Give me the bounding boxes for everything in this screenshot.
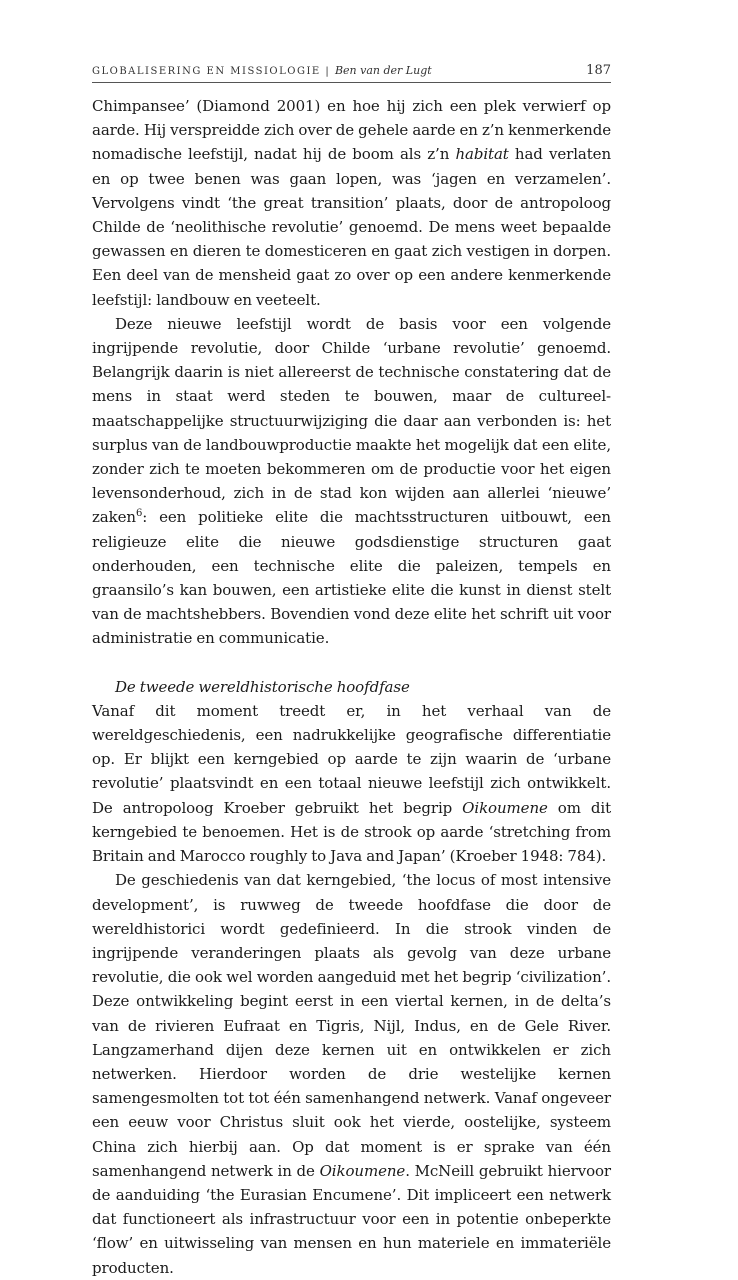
running-head-title: GLOBALISERING EN MISSIOLOGIE (92, 66, 321, 77)
paragraph-continued (92, 94, 611, 312)
footnote-marker: 6 (135, 508, 143, 520)
text-run: De geschiedenis van dat kerngebied, ‘the locus of most intensive development’, is ruwweg de tweede hoofdfase die door de wereldhistorici wordt gedefinieerd. In die strook vinden de ingrijpende veranderingen plaats als gevolg van deze urbane revolutie, die ook wel worden aangeduid met het begrip ‘civilization’. Deze ontwikkeling begint eerst in een viertal kernen, in de delta’s van de rivieren Eufraat en Tigris, Nijl, Indus, en de Gele River. Langzamerhand dijen deze kernen uit en ontwikkelen er zich netwerken. Hierdoor worden de drie westelijke kernen samengesmolten tot tot één samenhangend netwerk. Vanaf ongeveer een eeuw voor Christus sluit ook het vierde, oostelijke, systeem China zich hierbij aan. Op dat moment is er sprake van één samenhangend netwerk in de (92, 871, 611, 1180)
text-run: had verlaten en op twee benen was gaan lopen, was ‘jagen en verzamelen’. Vervolgens vindt ‘the great transition’ plaats, door de antropoloog Childe de ‘neolithische revolutie’ genoemd. De mens weet bepaalde gewassen en dieren te domesticeren en gaat zich vestigen in dorpen. Een deel van de mensheid gaat zo over op een andere kenmerkende leefstijl: landbouw en veeteelt. (92, 145, 612, 309)
running-head-title-group (92, 64, 432, 77)
text-run: . McNeill gebruikt hiervoor de aanduiding ‘the Eurasian Encumene’. Dit impliceert een netwerk dat functioneert als infrastructuur voor een in potentie onbeperkte ‘flow’ en uitwisseling van mensen en hun materiele en immateriële producten. (92, 1161, 612, 1277)
text-run: Deze nieuwe leefstijl wordt de basis voor een volgende ingrijpende revolutie, door Childe ‘urbane revolutie’ genoemd. Belangrijk daarin is niet allereerst de technische constatering dat de mens in staat werd steden te bouwen, maar de cultureel-maatschappelijke structuurwijziging die daar aan verbonden is: het surplus van de landbouwproductie maakte het mogelijk dat een elite, zonder zich te moeten bekommeren om de productie voor het eigen levensonderhoud, zich in de stad kon wijden aan allerlei ‘nieuwe’ zaken (92, 314, 611, 527)
body-text (92, 94, 611, 1280)
text-run: Chimpansee’ (Diamond 2001) en hoe hij zich een plek verwierf op aarde. Hij verspreidde zich over de gehele aarde en z’n kenmerkende nomadische leefstijl, nadat hij de boom als z’n (92, 97, 611, 164)
text-run: om dit kerngebied te benoemen. Het is de strook op aarde ‘stretching from Britain and Marocco roughly to Java and Japan’ (Kroeber 1948: 784). (92, 798, 611, 866)
text-run: Vanaf dit moment treedt er, in het verhaal van de wereldgeschiedenis, een nadrukkelijke geografische differentiatie op. Er blijkt een kerngebied op aarde te zijn waarin de ‘urbane revolutie’ plaatsvindt en een totaal nieuwe leefstijl zich ontwikkelt. De antropoloog Kroeber gebruikt het begrip (92, 701, 611, 817)
text-run: : een politieke elite die machtsstructuren uitbouwt, een religieuze elite die nieuwe godsdienstige structuren gaat onderhouden, een technische elite die paleizen, tempels en graansilo’s kan bouwen, een artistieke elite die kunst in dienst stelt van de machtshebbers. Bovendien vond deze elite het schrift uit voor administratie en communicatie. (92, 508, 611, 648)
section-subheading: De tweede wereldhistorische hoofdfase (115, 677, 410, 696)
running-head-author: Ben van der Lugt (334, 64, 432, 77)
paragraph (92, 312, 611, 651)
paragraph (92, 699, 611, 868)
paragraph (92, 868, 611, 1279)
text-run-italic: habitat (455, 145, 509, 164)
running-head-separator: | (325, 66, 331, 77)
running-head (92, 62, 611, 83)
page-number: 187 (586, 63, 611, 78)
text-run-italic: Oikoumene (462, 798, 548, 817)
text-run-italic: Oikoumene (319, 1161, 406, 1180)
